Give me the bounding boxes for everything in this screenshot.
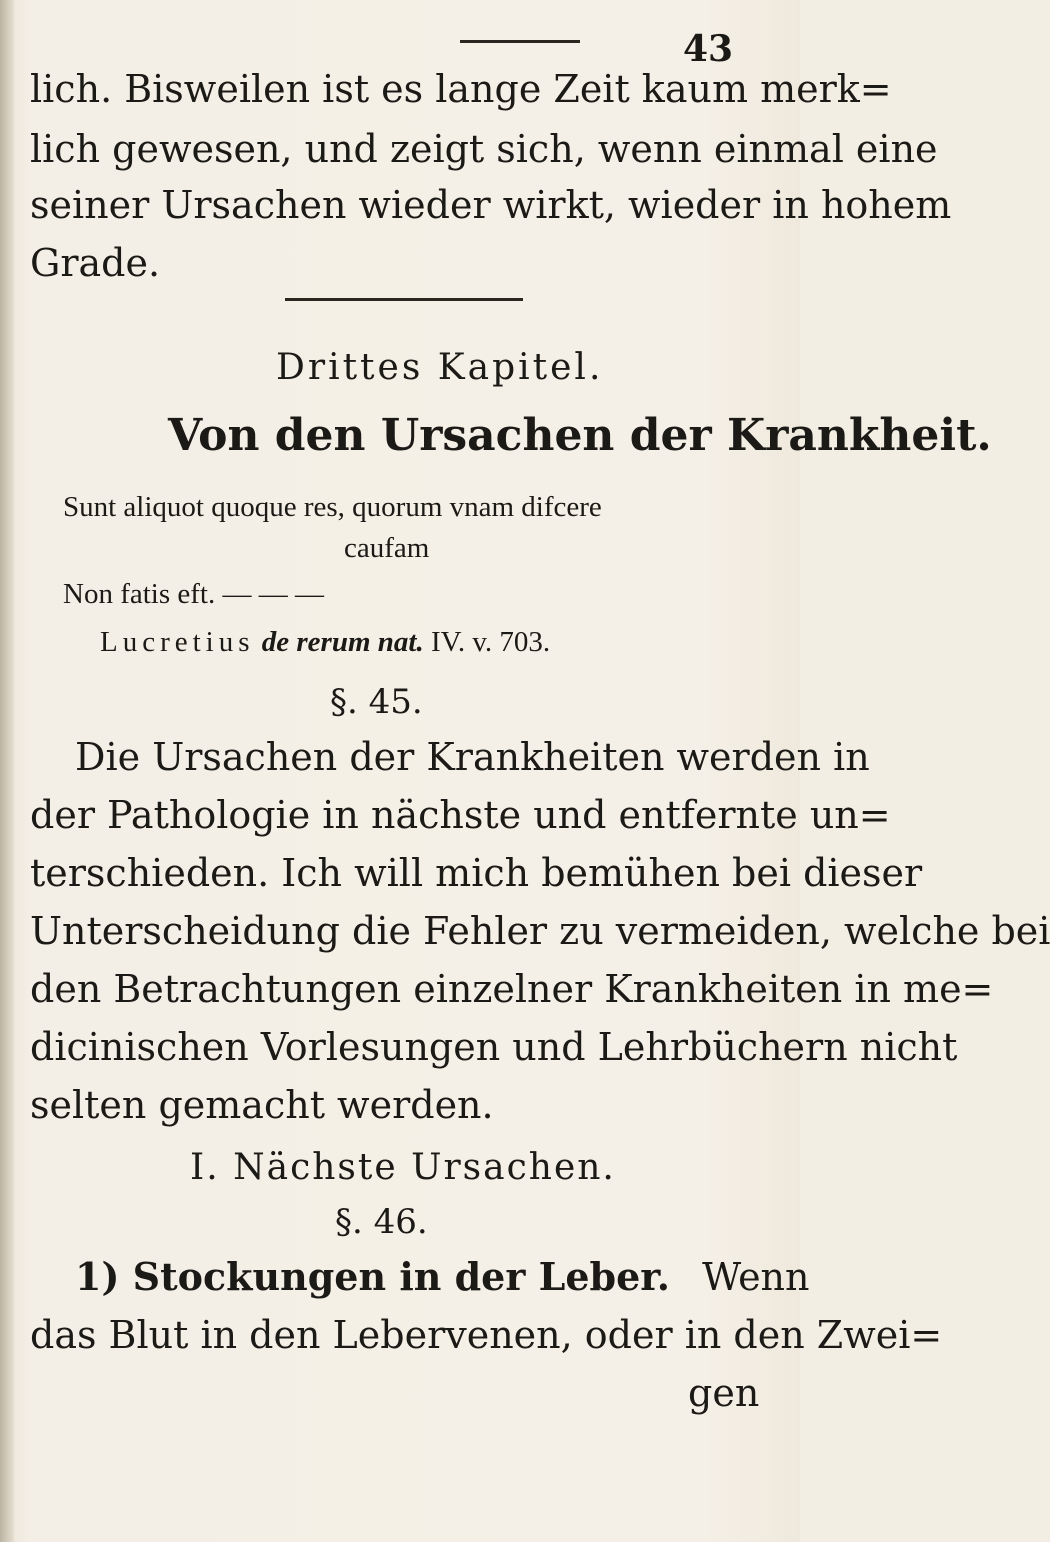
quote-line: caufam	[344, 532, 430, 564]
text-line: selten gemacht werden.	[30, 1083, 494, 1127]
chapter-label: Drittes Kapitel.	[276, 347, 604, 388]
header-rule	[460, 40, 580, 43]
text-line: das Blut in den Lebervenen, oder in den Zwei=	[30, 1313, 943, 1357]
section-number: §. 46.	[335, 1202, 428, 1242]
quote-source	[100, 628, 550, 657]
text-line: Die Ursachen der Krankheiten werden in	[75, 735, 870, 779]
quote-author: Lucretius	[100, 626, 255, 658]
text-line: dicinischen Vorlesungen und Lehrbüchern nicht	[30, 1025, 958, 1069]
item-heading: 1) Stockungen in der Leber.	[75, 1254, 671, 1299]
section-number: §. 45.	[330, 682, 423, 722]
page-gutter	[0, 0, 14, 1542]
subsection-title: I. Nächste Ursachen.	[190, 1147, 616, 1188]
text-line: lich. Bisweilen ist es lange Zeit kaum merk=	[30, 67, 892, 111]
text-line: seiner Ursachen wieder wirkt, wieder in hohem	[30, 183, 952, 227]
text-line: terschieden. Ich will mich bemühen bei dieser	[30, 851, 923, 895]
quote-line: Non fatis eft. — — —	[63, 578, 324, 610]
text-line: der Pathologie in nächste und entfernte un=	[30, 793, 891, 837]
quote-ref: IV. v. 703.	[430, 626, 551, 658]
text-fragment: Wenn	[702, 1255, 810, 1299]
quote-work: de rerum nat.	[261, 626, 424, 658]
text-line: gen	[688, 1371, 760, 1415]
section-divider	[285, 298, 523, 301]
text-line: Unterscheidung die Fehler zu vermeiden, welche bei	[30, 909, 1050, 953]
text-line: den Betrachtungen einzelner Krankheiten in me=	[30, 967, 994, 1011]
text-line: lich gewesen, und zeigt sich, wenn einmal eine	[30, 127, 938, 171]
quote-line: Sunt aliquot quoque res, quorum vnam difcere	[63, 491, 602, 523]
item-heading-line	[75, 1254, 810, 1299]
page-number: 43	[683, 28, 734, 70]
chapter-title: Von den Ursachen der Krankheit.	[168, 410, 992, 461]
text-line: Grade.	[30, 241, 161, 285]
